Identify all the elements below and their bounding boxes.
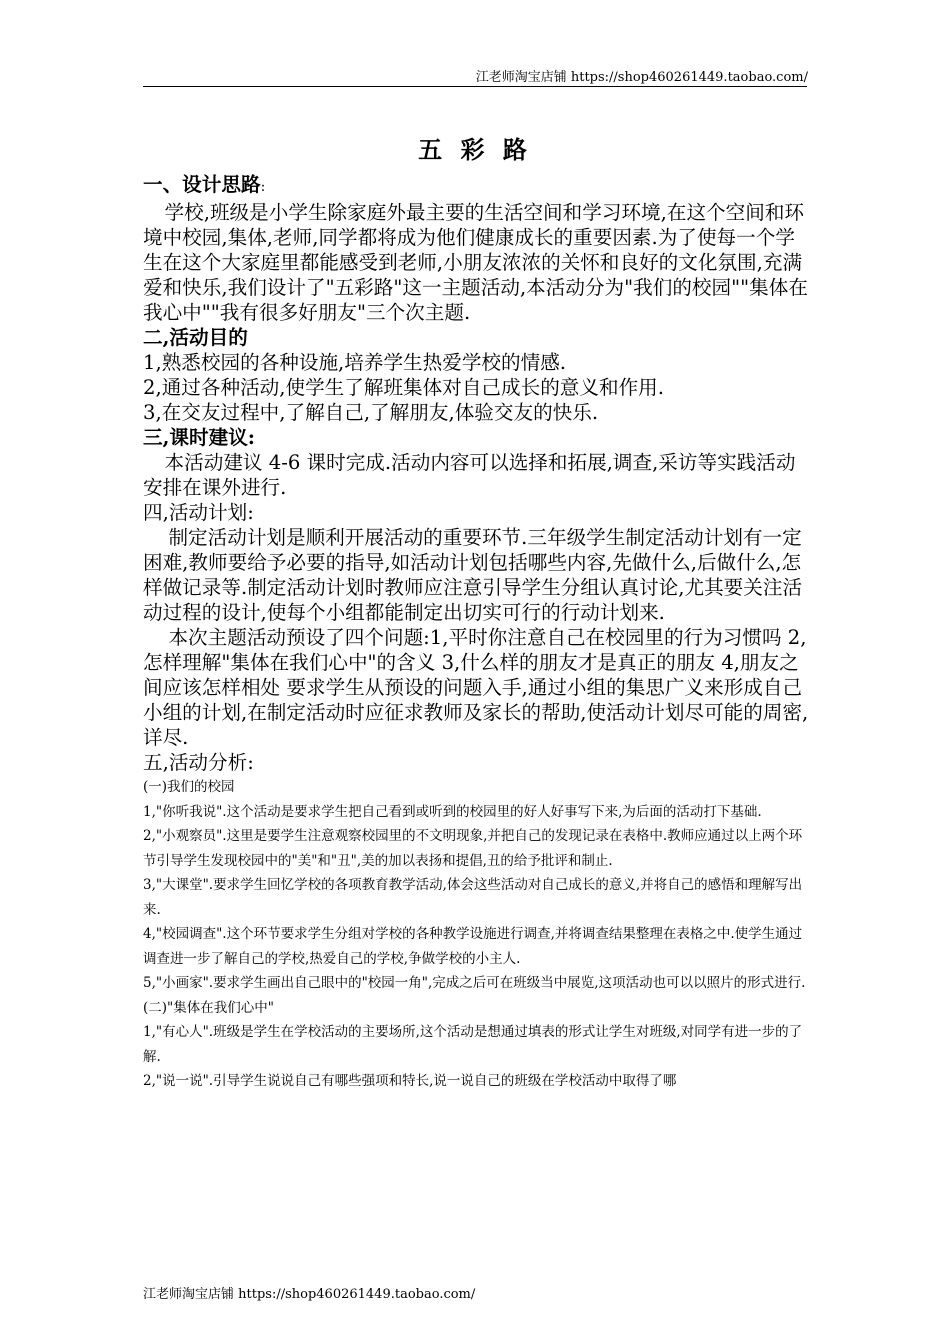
analysis-item: 1,"有心人".班级是学生在学校活动的主要场所,这个活动是想通过填表的形式让学生对班级,对同学有进一步的了解. — [143, 1024, 803, 1065]
document-body — [143, 172, 809, 1094]
analysis-item: 2,"小观察员".这里是要学生注意观察校园里的不文明现象,并把自己的发现记录在表格中.教师应通过以上两个环节引导学生发现校园中的"美"和"丑",美的加以表扬和提倡,丑的给予批评和制止. — [143, 828, 803, 869]
header-divider — [143, 86, 807, 87]
footer-store-link: 江老师淘宝店铺 https://shop460261449.taobao.com/ — [143, 1287, 476, 1302]
section-plan-paragraph-1: 制定活动计划是顺利开展活动的重要环节.三年级学生制定活动计划有一定困难,教师要给予必要的指导,如活动计划包括哪些内容,先做什么,后做什么,怎样做记录等.制定活动计划时教师应注意引导学生分组认真讨论,尤其要关注活动过程的设计,使每个小组都能制定出切实可行的行动计划来. — [143, 526, 803, 624]
heading-colon: : — [260, 179, 266, 195]
goal-item: 2,通过各种活动,使学生了解班集体对自己成长的意义和作用. — [143, 376, 664, 399]
analysis-item: 4,"校园调查".这个环节要求学生分组对学校的各种教学设施进行调查,并将调查结果整理在表格之中.使学生通过调查进一步了解自己的学校,热爱自己的学校,争做学校的小主人. — [143, 926, 803, 967]
subsection-label-campus: (一)我们的校园 — [143, 779, 235, 795]
section-design-paragraph: 学校,班级是小学生除家庭外最主要的生活空间和学习环境,在这个空间和环境中校园,集体,老师,同学都将成为他们健康成长的重要因素.为了使每一个学生在这个大家庭里都能感受到老师,小朋友浓浓的关怀和良好的文化氛围,充满爱和快乐,我们设计了"五彩路"这一主题活动,本活动分为"我们的校园""集体在我心中""我有很多好朋友"三个次主题. — [143, 201, 808, 324]
section-goals-heading: 二,活动目的 — [143, 326, 248, 349]
section-hours-heading: 三,课时建议: — [143, 426, 256, 449]
header-store-link: 江老师淘宝店铺 https://shop460261449.taobao.com/ — [475, 70, 808, 85]
section-hours-paragraph: 本活动建议 4-6 课时完成.活动内容可以选择和拓展,调查,采访等实践活动安排在课外进行. — [143, 451, 796, 499]
goal-item: 1,熟悉校园的各种设施,培养学生热爱学校的情感. — [143, 351, 567, 374]
page-title: 五 彩 路 — [418, 135, 532, 164]
subsection-label-collective: (二)"集体在我们心中" — [143, 999, 274, 1016]
goal-item: 3,在交友过程中,了解自己,了解朋友,体验交友的快乐. — [143, 401, 599, 424]
section-plan-paragraph-2: 本次主题活动预设了四个问题:1,平时你注意自己在校园里的行为习惯吗 2,怎样理解"集体在我们心中"的含义 3,什么样的朋友才是真正的朋友 4,朋友之间应该怎样相处 要求学生从预设的问题入手,通过小组的集思广义来形成自己小组的计划,在制定活动时应征求教师及家长的帮助,使活动计划尽可能的周密,详尽. — [143, 626, 809, 749]
section-plan-heading: 四,活动计划: — [143, 501, 254, 524]
analysis-item: 1,"你听我说".这个活动是要求学生把自己看到或听到的校园里的好人好事写下来,为后面的活动打下基础. — [143, 803, 762, 820]
section-analysis-heading: 五,活动分析: — [143, 751, 254, 774]
analysis-item: 3,"大课堂".要求学生回忆学校的各项教育教学活动,体会这些活动对自己成长的意义,并将自己的感悟和理解写出来. — [143, 877, 803, 918]
section-design-heading — [143, 172, 809, 200]
analysis-item: 2,"说一说".引导学生说说自己有哪些强项和特长,说一说自己的班级在学校活动中取得了哪 — [143, 1073, 677, 1089]
section-heading-text: 一、设计思路 — [143, 173, 261, 196]
analysis-item: 5,"小画家".要求学生画出自己眼中的"校园一角",完成之后可在班级当中展览,这项活动也可以以照片的形式进行. — [143, 975, 806, 991]
